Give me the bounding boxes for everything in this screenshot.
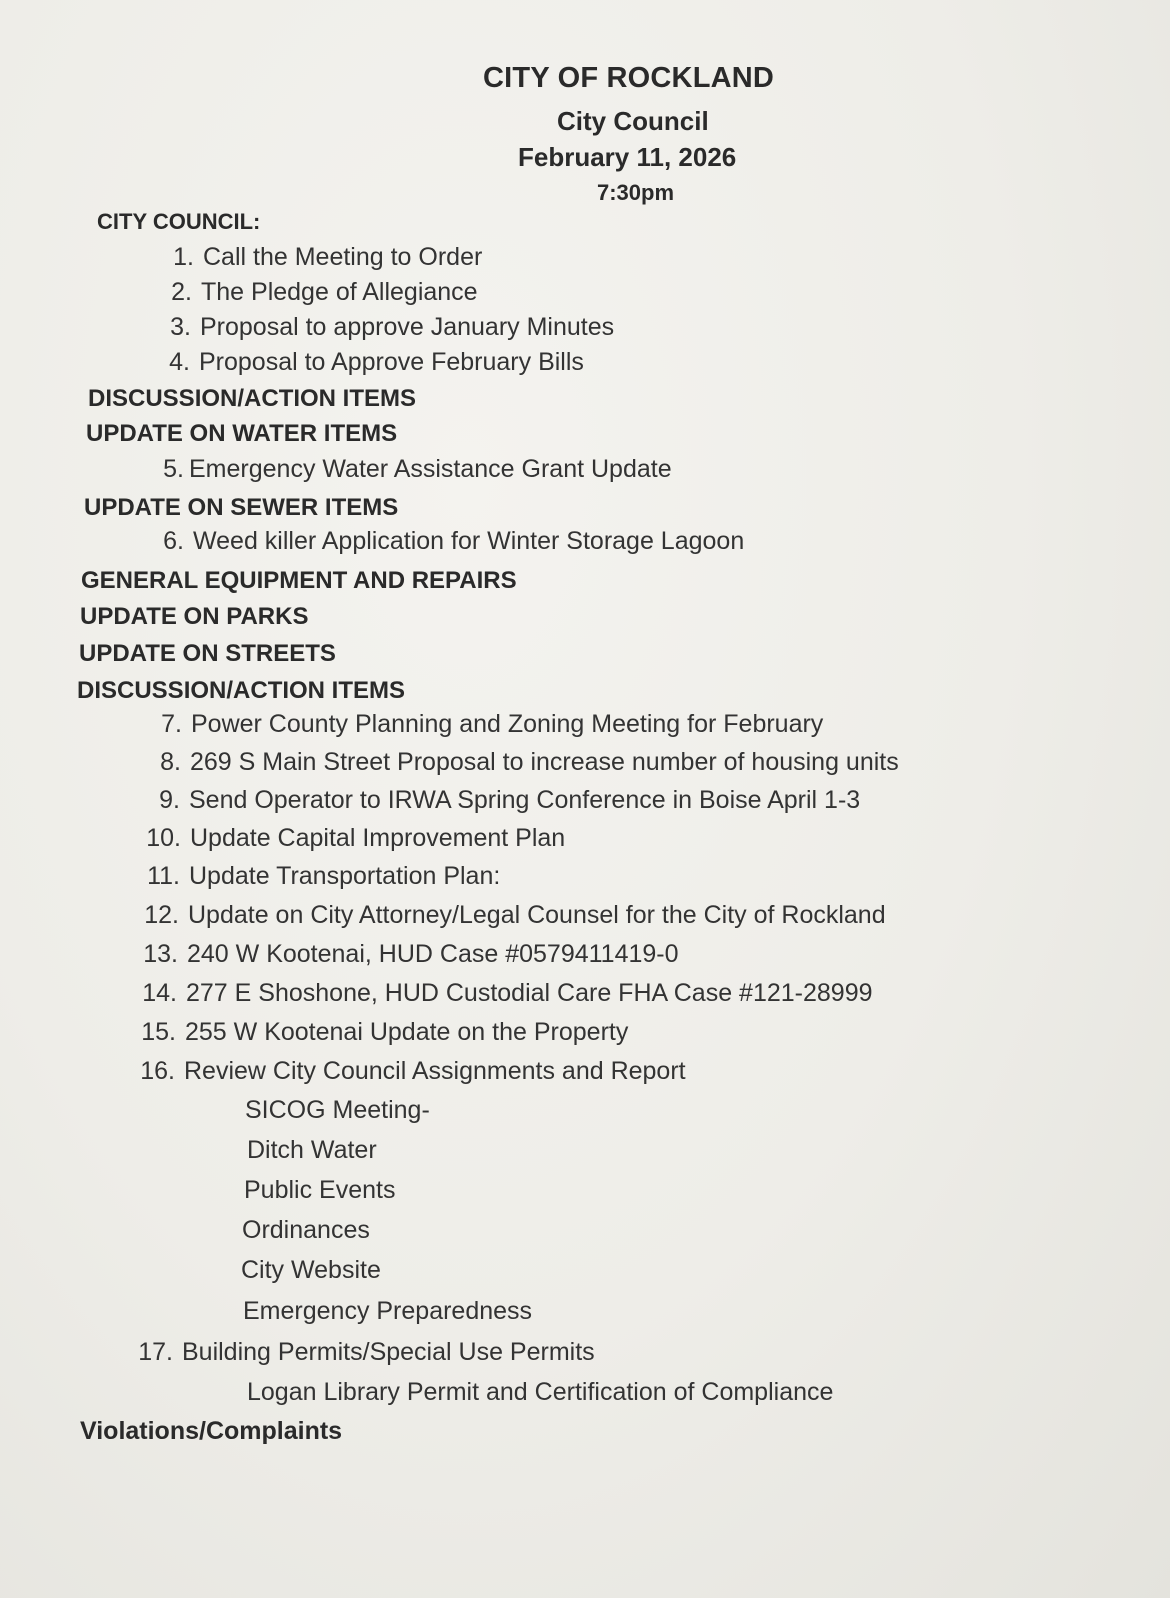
agenda-item-15: 15. 255 W Kootenai Update on the Property — [141, 1018, 629, 1046]
agenda-item-4: 4. Proposal to Approve February Bills — [169, 348, 584, 376]
section-discussion-2: DISCUSSION/ACTION ITEMS — [77, 677, 406, 704]
section-water: UPDATE ON WATER ITEMS — [86, 420, 398, 447]
agenda-item-7: 7. Power County Planning and Zoning Meeting for February — [161, 710, 824, 738]
assignment-ditch-water: Ditch Water — [247, 1136, 377, 1164]
agenda-item-1: 1. Call the Meeting to Order — [173, 243, 483, 271]
section-city-council: CITY COUNCIL: — [97, 209, 261, 234]
meeting-time: 7:30pm — [597, 180, 675, 205]
assignment-sicog: SICOG Meeting- — [245, 1096, 430, 1124]
assignment-public-events: Public Events — [244, 1176, 396, 1204]
agenda-item-5: 5. Emergency Water Assistance Grant Update — [163, 455, 672, 483]
agenda-item-17: 17. Building Permits/Special Use Permits — [138, 1338, 595, 1366]
agenda-item-8: 8. 269 S Main Street Proposal to increase number of housing units — [160, 748, 899, 776]
agenda-item-11: 11. Update Transportation Plan: — [147, 862, 501, 890]
assignment-ordinances: Ordinances — [242, 1216, 370, 1244]
agenda-item-13: 13. 240 W Kootenai, HUD Case #0579411419-0 — [143, 940, 679, 968]
agenda-item-6: 6. Weed killer Application for Winter Storage Lagoon — [163, 527, 745, 555]
city-title: CITY OF ROCKLAND — [483, 62, 775, 94]
section-violations: Violations/Complaints — [80, 1417, 343, 1445]
assignment-city-website: City Website — [241, 1256, 381, 1284]
agenda-item-3: 3. Proposal to approve January Minutes — [170, 313, 615, 341]
section-sewer: UPDATE ON SEWER ITEMS — [84, 494, 399, 521]
agenda-item-14: 14. 277 E Shoshone, HUD Custodial Care FHA Case #121-28999 — [142, 979, 873, 1007]
assignment-emergency-preparedness: Emergency Preparedness — [243, 1297, 533, 1325]
section-streets: UPDATE ON STREETS — [79, 640, 336, 667]
agenda-item-9: 9. Send Operator to IRWA Spring Conference in Boise April 1-3 — [159, 786, 861, 814]
meeting-date: February 11, 2026 — [518, 142, 737, 172]
section-discussion-1: DISCUSSION/ACTION ITEMS — [88, 385, 417, 412]
agenda-item-16: 16. Review City Council Assignments and Report — [140, 1057, 686, 1085]
agenda-item-12: 12. Update on City Attorney/Legal Counsel for the City of Rockland — [144, 901, 886, 929]
body-title: City Council — [557, 106, 709, 136]
agenda-item-2: 2. The Pledge of Allegiance — [171, 278, 478, 306]
section-parks: UPDATE ON PARKS — [80, 603, 309, 630]
permit-logan-library: Logan Library Permit and Certification of Compliance — [247, 1378, 834, 1406]
section-equipment: GENERAL EQUIPMENT AND REPAIRS — [81, 567, 517, 594]
agenda-item-10: 10. Update Capital Improvement Plan — [146, 824, 566, 852]
